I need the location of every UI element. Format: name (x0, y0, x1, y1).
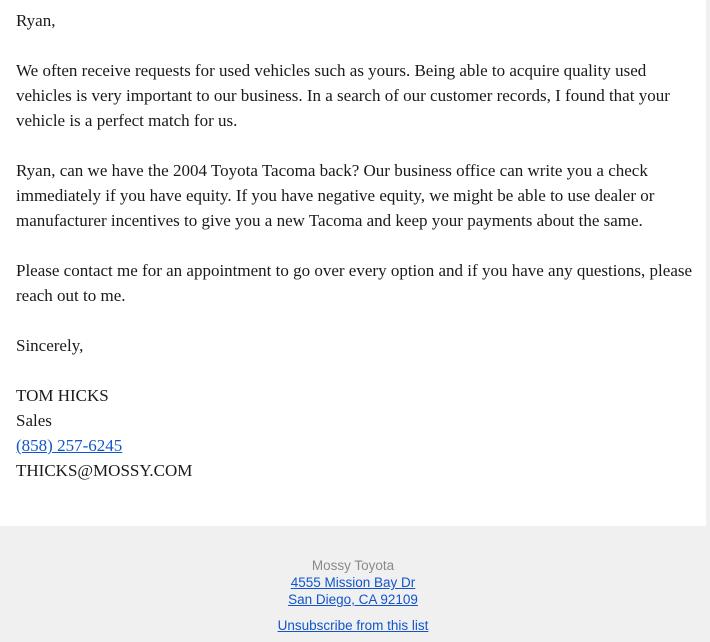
unsubscribe-link[interactable]: Unsubscribe from this list (277, 618, 429, 633)
signature-title: Sales (16, 411, 52, 430)
right-edge (706, 0, 710, 526)
footer-address-line1-link[interactable]: 4555 Mission Bay Dr (290, 575, 416, 590)
closing: Sincerely, (16, 336, 84, 355)
email-footer (0, 526, 706, 642)
footer-address-line2-link[interactable]: San Diego, CA 92109 (288, 592, 418, 607)
signature-email: THICKS@MOSSY.COM (16, 461, 193, 480)
signature-name: TOM HICKS (16, 386, 109, 405)
signature-block (16, 383, 706, 483)
phone-link[interactable]: (858) 257-6245 (16, 436, 123, 455)
paragraph-3: Please contact me for an appointment to go over every option and if you have any questions, please reach out to me. (16, 261, 693, 305)
paragraph-2: Ryan, can we have the 2004 Toyota Tacoma back? Our business office can write you a check immediately if you have equity. If you have negative equity, we might be able to use dealer or manufacturer incentives to give you a new Tacoma and keep your payments about the same. (16, 161, 655, 230)
greeting: Ryan, (16, 11, 56, 30)
paragraph-1: We often receive requests for used vehicles such as yours. Being able to acquire quality used vehicles is very important to our business. In a search of our customer records, I found that your vehicle is a perfect match for us. (16, 61, 670, 130)
footer-company: Mossy Toyota (311, 558, 395, 573)
